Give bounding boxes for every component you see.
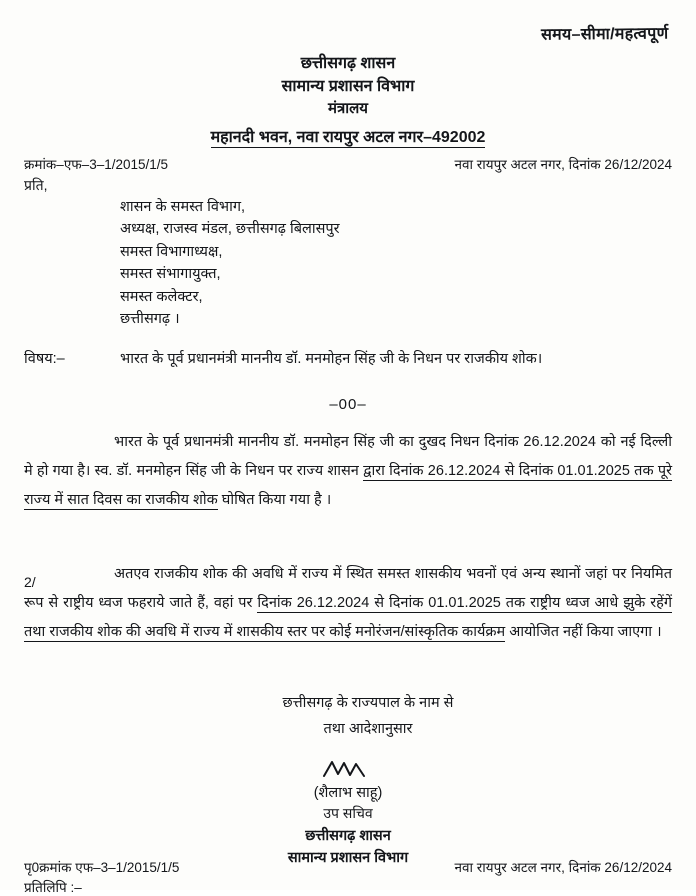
signatory-org-1: छत्तीसगढ़ शासन [305,828,391,844]
footer-copy-label: प्रतिलिपि :– [24,880,82,895]
closing-line-2: तथा आदेशानुसार [323,721,413,738]
list-item: शासन के समस्त विभाग, [120,199,246,215]
signature-mark-icon [318,758,378,780]
reference-number: क्रमांक–एफ–3–1/2015/1/5 [24,157,169,172]
list-item: समस्त कलेक्टर, [120,288,203,305]
to-label: प्रति, [24,177,48,193]
letterhead-line-1: छत्तीसगढ़ शासन [300,55,396,72]
subject-label: विषय:– [24,351,65,367]
list-item: अध्यक्ष, राजस्व मंडल, छत्तीसगढ़ बिलासपुर [120,221,340,238]
closing-block [0,690,696,742]
paragraph-2-text-b: आयोजित नहीं किया जाएगा । [509,624,662,640]
body-paragraph-1 [24,428,672,515]
letterhead-line-3: मंत्रालय [327,100,368,118]
signatory-role: उप सचिव [323,805,373,821]
footer-place-date: नवा रायपुर अटल नगर, दिनांक 26/12/2024 [454,860,672,875]
list-item: समस्त संभागायुक्त, [120,266,221,283]
letterhead-address-text: महानदी भवन, नवा रायपुर अटल नगर–492002 [210,129,486,147]
subject-text: भारत के पूर्व प्रधानमंत्री माननीय डॉ. मनमोहन सिंह जी के निधन पर राजकीय शोक। [120,351,543,367]
letterhead [0,52,696,149]
signatory-name: (शैलाभ साहू) [313,785,383,801]
list-item: समस्त विभागाध्यक्ष, [120,243,223,260]
paragraph-2-marker: 2/ [24,574,36,590]
letterhead-line-2: सामान्य प्रशासन विभाग [281,78,415,96]
body-paragraph-2 [24,560,672,647]
paragraph-1-text-a: भारत के पूर्व प्रधानमंत्री माननीय डॉ. मनमोहन सिंह जी का दुखद निधन दिनांक 26.12.2024 को नई दिल्ली मे हो गया है। स्व. डॉ. मनमोहन सिंह जी के निधन पर राज्य शासन [24,434,672,479]
list-item: छत्तीसगढ़ । [120,311,180,328]
signature-block [0,758,696,867]
paragraph-2-text-a: अतएव राजकीय शोक की अवधि में राज्य में स्थित समस्त शासकीय भवनों एवं अन्य स्थानों जहां पर नियमित रूप से राष्ट्रीय ध्वज फहराये जाते हैं, वहां पर [24,566,672,611]
reference-place-date: नवा रायपुर अटल नगर, दिनांक 26/12/2024 [454,157,672,172]
priority-stamp: समय–सीमा/महत्वपूर्ण [540,25,669,44]
paragraph-1-text-b: घोषित किया गया है । [221,492,332,508]
section-divider: –00– [329,396,367,413]
closing-line-1: छत्तीसगढ़ के राज्यपाल के नाम से [282,695,454,711]
recipient-list [120,196,340,331]
letterhead-address [0,126,696,149]
paragraph-1-underlined: द्वारा दिनांक 26.12.2024 से दिनांक 01.01.2025 तक पूरे राज्य में सात दिवस का राजकीय शोक [24,463,673,508]
signatory-org-2: सामान्य प्रशासन विभाग [287,850,409,866]
footer-reference-number: पृ0क्रमांक एफ–3–1/2015/1/5 [24,860,180,875]
paragraph-2-underlined: दिनांक 26.12.2024 से दिनांक 01.01.2025 तक राष्ट्रीय ध्वज आधे झुके रहेंगें तथा राजकीय शोक की अवधि में राज्य में शासकीय स्तर पर कोई मनोरंजन/सांस्कृतिक कार्यक्रम [24,595,673,640]
